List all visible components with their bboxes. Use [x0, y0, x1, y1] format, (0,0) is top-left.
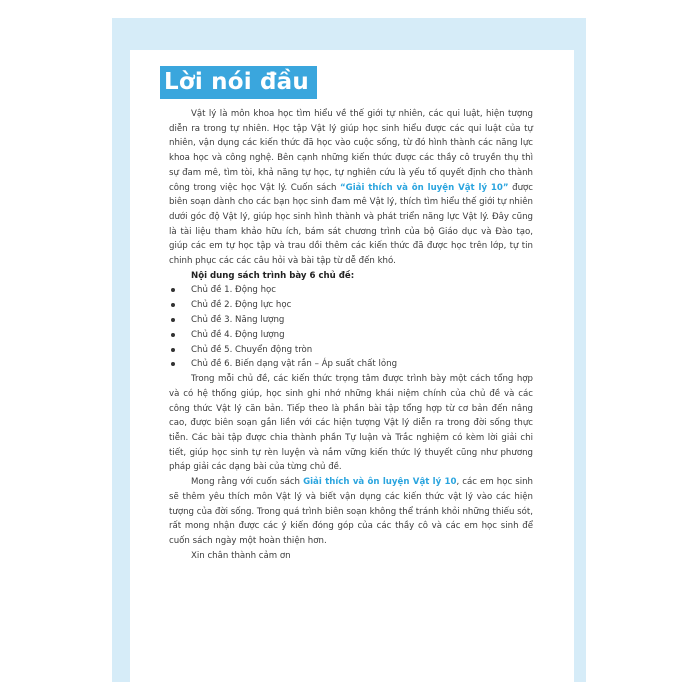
bullet-icon — [171, 362, 175, 366]
topic-label: Chủ đề 2. Động lực học — [191, 300, 292, 311]
topic-label: Chủ đề 1. Động học — [191, 285, 277, 296]
body-paragraph-3 — [169, 475, 533, 549]
para3-book-title: Giải thích và ôn luyện Vật lý 10 — [303, 477, 457, 488]
title-banner — [160, 66, 317, 100]
list-item — [169, 343, 533, 358]
para3-text-1: Mong rằng với cuốn sách — [191, 477, 304, 488]
topic-label: Chủ đề 5. Chuyển động tròn — [191, 344, 313, 355]
bullet-icon — [171, 303, 175, 307]
bullet-icon — [171, 288, 175, 292]
intro-text-1: Vật lý là môn khoa học tìm hiểu về thế giới tự nhiên, các qui luật, hiện tượng diễn ra trong tự nhiên. Học tập Vật lý giúp học sinh hiểu được các qui luật của tự nhiên, vận dụng các kiến thức đã học vào cuộc sống, từ đó hình thành các năng lực khoa học và công nghệ. Bên cạnh những kiến thức được các thầy cô truyền thụ thì sự đam mê, tìm tòi, khả năng tự học, tự nghiên cứu là yếu tố quyết định cho thành công trong việc học Vật lý. Cuốn sách — [169, 109, 533, 193]
list-item — [169, 313, 533, 328]
list-item — [169, 283, 533, 298]
page-title: Lời nói đầu — [160, 66, 317, 99]
list-item — [169, 298, 533, 313]
topic-label: Chủ đề 3. Năng lượng — [191, 315, 285, 326]
document-body — [169, 107, 533, 563]
topic-label: Chủ đề 6. Biến dạng vật rắn – Áp suất chất lỏng — [191, 359, 398, 370]
list-item — [169, 357, 533, 372]
para3-text-2: , các em học sinh sẽ thêm yêu thích môn Vật lý và biết vận dụng các kiến thức vật lý vào các hiện tượng của đời sống. Trong quá trình biên soạn không thể tránh khỏi những thiếu sót, rất mong nhận được các ý kiến đóng góp của các thầy cô và các em học sinh để cuốn sách ngày một hoàn thiện hơn. — [169, 477, 533, 546]
bullet-icon — [171, 318, 175, 322]
bullet-icon — [171, 348, 175, 352]
intro-paragraph — [169, 107, 533, 269]
list-item — [169, 328, 533, 343]
topic-label: Chủ đề 4. Động lượng — [191, 329, 285, 340]
intro-text-2: được biên soạn dành cho các bạn học sinh đam mê Vật lý, thích tìm hiểu thế giới tự nhiên dưới góc độ Vật lý, giúp học sinh hình thành và phát triển năng lực Vật lý. Đây cũng là tài liệu tham khảo hữu ích, bám sát chương trình của bộ Giáo dục và Đào tạo, giúp các em tự học tập và trau dồi thêm các kiến thức đã được học trên lớp, tự tin chinh phục các các câu hỏi và bài tập từ dễ đến khó. — [169, 182, 533, 267]
bullet-icon — [171, 333, 175, 337]
body-paragraph-2: Trong mỗi chủ đề, các kiến thức trọng tâm được trình bày một cách tổng hợp và có hệ thống giúp, học sinh ghi nhớ những khái niệm chính của chủ đề và các công thức Vật lý căn bản. Tiếp theo là phần bài tập tổng hợp từ cơ bản đến nâng cao, được biên soạn gắn liền với các hiện tượng Vật lý diễn ra trong đời sống thực tiễn. Các bài tập được chia thành phần Tự luận và Trắc nghiệm có kèm lời giải chi tiết, giúp học sinh tự rèn luyện và nắm vững kiến thức lý thuyết cũng như phương pháp giải các dạng bài của từng chủ đề. — [169, 374, 533, 473]
contents-heading: Nội dung sách trình bày 6 chủ đề: — [191, 270, 355, 281]
topic-list — [169, 283, 533, 372]
intro-book-title: “Giải thích và ôn luyện Vật lý 10” — [340, 182, 509, 193]
closing-line: Xin chân thành cảm ơn — [191, 550, 291, 561]
